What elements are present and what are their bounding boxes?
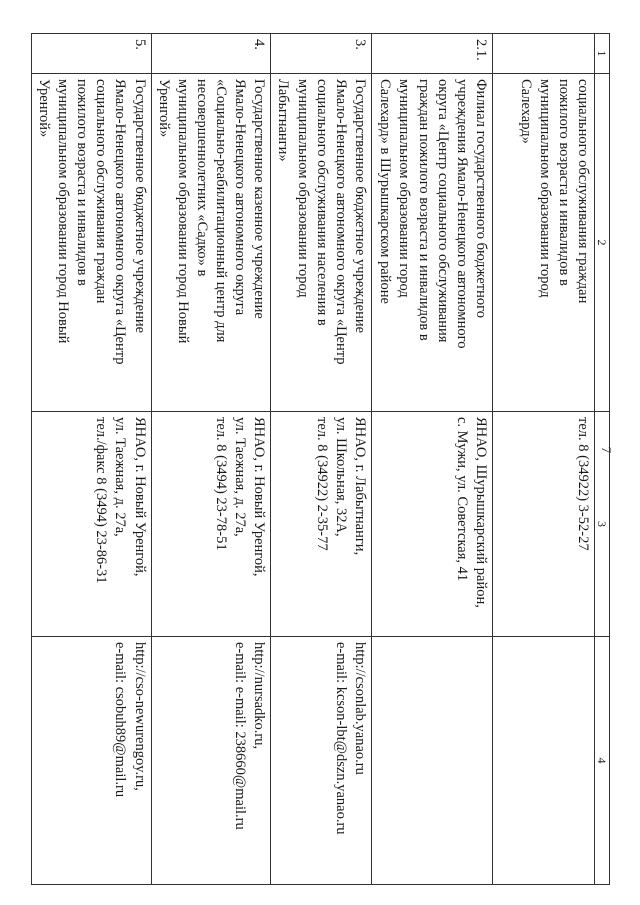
institution-name-line: социального обслуживания населения в bbox=[313, 79, 330, 326]
address-phone bbox=[151, 412, 271, 637]
website-email bbox=[493, 637, 595, 885]
address-phone-line: тел. 8 (34922) 3-52-27 bbox=[575, 417, 591, 551]
institution-name-line: Салехард» bbox=[517, 79, 534, 144]
institution-name-line: Государственное казенное учреждение bbox=[251, 79, 268, 319]
website-email-line: http://csonlab.yanao.ru bbox=[352, 642, 368, 775]
institution-name-line: муниципальном образовании город Новый bbox=[55, 79, 72, 344]
institution-name-line: граждан пожилого возраста и инвалидов в bbox=[415, 79, 432, 341]
table-row bbox=[372, 34, 493, 885]
institution-name-line: пожилого возраста и инвалидов в bbox=[555, 79, 572, 286]
institution-name-line: Ямало-Ненецкого автономного округа «Центр bbox=[112, 79, 129, 365]
address-phone-line: ЯНАО, г. Новый Уренгой, bbox=[131, 417, 148, 577]
institution-name-line: пожилого возраста и инвалидов в bbox=[74, 79, 91, 286]
address-phone-line: ЯНАО, г. Новый Уренгой, bbox=[251, 417, 268, 577]
column-header: 4 bbox=[595, 637, 610, 885]
address-phone-line: ЯНАО, г. Лабытнанги, bbox=[352, 417, 368, 556]
address-phone-line: ул. Таежная, д. 27а, bbox=[112, 417, 129, 537]
row-number: 5. bbox=[31, 34, 151, 74]
institution-name-line: Уренгой» bbox=[36, 79, 52, 138]
row-number: 3. bbox=[271, 34, 372, 74]
institution-name-line: Лабытнанги» bbox=[275, 79, 292, 162]
institution-name-line: муниципальном образовании город bbox=[396, 79, 413, 298]
column-header: 3 bbox=[595, 412, 610, 637]
address-phone-line: тел. 8 (3494) 23-78-51 bbox=[213, 417, 230, 551]
website-email bbox=[271, 637, 372, 885]
institution-name-line: «Социально-реабилитационный центр для bbox=[213, 79, 230, 343]
table-row bbox=[151, 34, 271, 885]
institution-name bbox=[151, 74, 271, 412]
address-phone-line: ул. Таежная, д. 27а, bbox=[232, 417, 249, 537]
institution-name bbox=[493, 74, 595, 412]
column-header: 2 bbox=[595, 74, 610, 412]
institution-name-line: Государственное бюджетное учреждение bbox=[352, 79, 368, 334]
institution-name-line: несовершеннолетних «Садко» в bbox=[194, 79, 210, 277]
institution-name-line: Салехард» в Шурышкарском районе bbox=[377, 79, 394, 304]
address-phone-line: тел./факс 8 (3494) 23-86-31 bbox=[93, 417, 110, 584]
institution-name-line: Уренгой» bbox=[155, 79, 172, 138]
column-number-row bbox=[595, 34, 610, 885]
institution-name-line: муниципальном образовании город bbox=[294, 79, 311, 298]
institution-name bbox=[31, 74, 151, 412]
institution-name-line: учреждения Ямало-Ненецкого автономного bbox=[453, 79, 470, 349]
institution-name-line: муниципальном образовании город Новый bbox=[174, 79, 191, 344]
column-header: 1 bbox=[595, 34, 610, 74]
row-number: 2.1. bbox=[372, 34, 493, 74]
address-phone bbox=[31, 412, 151, 637]
website-email-line: e-mail: csobuh89@mail.ru bbox=[112, 642, 129, 798]
website-email-line: e-mail: e-mail: 238660@mail.ru bbox=[232, 642, 249, 830]
table-row bbox=[31, 34, 151, 885]
institution-name bbox=[271, 74, 372, 412]
website-email bbox=[31, 637, 151, 885]
page-number: 7 bbox=[599, 446, 614, 454]
website-email-line: http://nursadko.ru, bbox=[251, 642, 268, 750]
institution-name-line: социального обслуживания граждан bbox=[575, 79, 591, 304]
address-phone-line: с. Мужи, ул. Советская, 41 bbox=[453, 417, 470, 582]
institution-name-line: муниципальном образовании город bbox=[536, 79, 553, 298]
address-phone bbox=[493, 412, 595, 637]
institution-name-line: Филиал государственного бюджетного bbox=[473, 79, 489, 318]
table-row bbox=[271, 34, 372, 885]
website-email-line: e-mail: kcson-lbt@dszn.yanao.ru bbox=[332, 642, 349, 835]
row-number bbox=[493, 34, 595, 74]
institution-name-line: социального обслуживания граждан bbox=[93, 79, 110, 304]
institutions-table bbox=[31, 33, 610, 885]
address-phone bbox=[372, 412, 493, 637]
institution-name-line: Ямало-Ненецкого автономного округа bbox=[232, 79, 249, 316]
website-email bbox=[372, 637, 493, 885]
address-phone-line: ЯНАО, Шурышкарский район, bbox=[473, 417, 489, 608]
row-number: 4. bbox=[151, 34, 271, 74]
address-phone bbox=[271, 412, 372, 637]
institution-name-line: Государственное бюджетное учреждение bbox=[131, 79, 148, 334]
institution-name-line: округа «Центр социального обслуживания bbox=[434, 79, 451, 343]
address-phone-line: ул. Школьная, 32А, bbox=[332, 417, 349, 537]
website-email-line: http://cso-newurengoy.ru, bbox=[131, 642, 148, 791]
institution-name-line: Ямало-Ненецкого автономного округа «Центр bbox=[332, 79, 349, 365]
institution-name bbox=[372, 74, 493, 412]
website-email bbox=[151, 637, 271, 885]
table-row bbox=[493, 34, 595, 885]
address-phone-line: тел. 8 (34922) 2-35-77 bbox=[313, 417, 330, 551]
